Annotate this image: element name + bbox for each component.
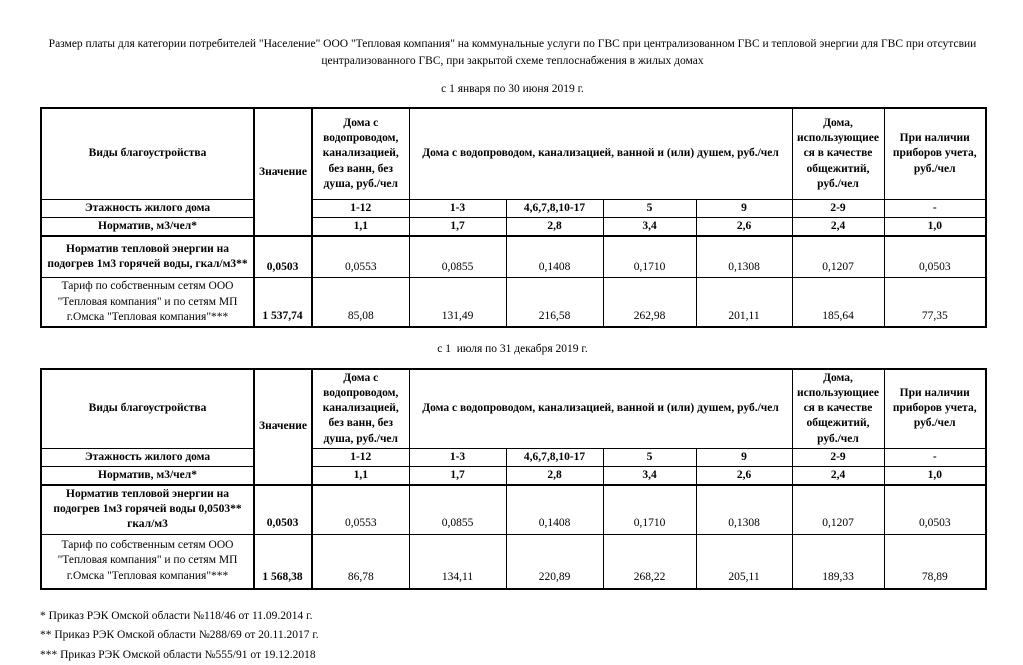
heat-norm-value: 0,1408: [506, 236, 603, 278]
norm-value: 2,4: [792, 218, 884, 237]
tariff-table-jul-dec: [40, 368, 987, 590]
norm-value: 2,4: [792, 466, 884, 485]
heat-norm-value: 0,0503: [884, 485, 986, 534]
floors-value: -: [884, 448, 986, 466]
norm-value: 2,8: [506, 466, 603, 485]
norm-value: 1,7: [409, 466, 506, 485]
tariff-label: Тариф по собственным сетям ООО "Тепловая компания" и по сетям МП г.Омска "Тепловая компания"***: [41, 534, 254, 589]
heat-norm-value: 0,0553: [312, 236, 409, 278]
header-amenity-types: Виды благоустройства: [41, 108, 254, 200]
heat-norm-value: 0,1207: [792, 485, 884, 534]
floors-value: 4,6,7,8,10-17: [506, 448, 603, 466]
heat-norm-value: 0,0503: [884, 236, 986, 278]
floors-value: 1-3: [409, 448, 506, 466]
tariff-value: 86,78: [312, 534, 409, 589]
norm-label: Норматив, м3/чел*: [41, 218, 254, 237]
header-meter: При наличии приборов учета, руб./чел: [884, 369, 986, 448]
floors-value: -: [884, 200, 986, 218]
document-title: [40, 36, 985, 70]
footnotes: [40, 607, 985, 665]
tariff-table-jan-jun: [40, 107, 987, 328]
footnote-2: ** Приказ РЭК Омской области №288/69 от 20.11.2017 г.: [40, 629, 319, 642]
norm-value: 3,4: [603, 218, 696, 237]
tariff-value: 268,22: [603, 534, 696, 589]
tariff-value: 131,49: [409, 278, 506, 327]
heat-norm-value: 0,1710: [603, 236, 696, 278]
norm-value: 1,0: [884, 466, 986, 485]
tariff-value: 189,33: [792, 534, 884, 589]
floors-value: 1-12: [312, 200, 409, 218]
heat-norm-label: Норматив тепловой энергии на подогрев 1м3 горячей воды 0,0503** гкал/м3: [41, 485, 254, 534]
floors-value: 1-12: [312, 448, 409, 466]
header-no-bath: Дома с водопроводом, канализацией, без ванн, без душа, руб./чел: [312, 369, 409, 448]
period-caption-1: с 1 января по 30 июня 2019 г.: [441, 83, 584, 95]
footnote-3: *** Приказ РЭК Омской области №555/91 от 19.12.2018: [40, 648, 316, 661]
heat-norm-label: Норматив тепловой энергии на подогрев 1м3 горячей воды, гкал/м3**: [41, 236, 254, 278]
floors-value: 9: [696, 448, 792, 466]
tariff-value: 77,35: [884, 278, 986, 327]
tariff-value: 134,11: [409, 534, 506, 589]
floors-value: 1-3: [409, 200, 506, 218]
floors-label: Этажность жилого дома: [41, 448, 254, 466]
floors-value: 5: [603, 448, 696, 466]
tariff-base-value: 1 568,38: [254, 534, 312, 589]
heat-norm-value: 0,1408: [506, 485, 603, 534]
heat-norm-value: 0,0553: [312, 485, 409, 534]
tariff-value: 78,89: [884, 534, 986, 589]
norm-value: 3,4: [603, 466, 696, 485]
norm-value: 1,0: [884, 218, 986, 237]
tariff-value: 185,64: [792, 278, 884, 327]
norm-label: Норматив, м3/чел*: [41, 466, 254, 485]
tariff-value: 201,11: [696, 278, 792, 327]
heat-norm-base-value: 0,0503: [254, 236, 312, 278]
heat-norm-base-value: 0,0503: [254, 485, 312, 534]
header-meter: При наличии приборов учета, руб./чел: [884, 108, 986, 200]
norm-value: 2,6: [696, 466, 792, 485]
norm-value: 1,7: [409, 218, 506, 237]
heat-norm-value: 0,1710: [603, 485, 696, 534]
tariff-value: 262,98: [603, 278, 696, 327]
footnote-1: * Приказ РЭК Омской области №118/46 от 11.09.2014 г.: [40, 609, 313, 622]
document-title-line-1: Размер платы для категории потребителей "Население" ООО "Тепловая компания" на коммунальные услуги по ГВС при централизованном ГВС и тепловой энергии для ГВС при отсутсвии: [48, 38, 977, 50]
tariff-base-value: 1 537,74: [254, 278, 312, 327]
floors-value: 4,6,7,8,10-17: [506, 200, 603, 218]
header-dormitory: Дома, использующиееся в качестве общежитий, руб./чел: [792, 369, 884, 448]
tariff-value: 85,08: [312, 278, 409, 327]
tariff-value: 205,11: [696, 534, 792, 589]
header-amenity-types: Виды благоустройства: [41, 369, 254, 448]
norm-value: 2,6: [696, 218, 792, 237]
tariff-value: 216,58: [506, 278, 603, 327]
header-bath-shower-group: Дома с водопроводом, канализацией, ванной и (или) душем, руб./чел: [409, 369, 792, 448]
header-value: Значение: [254, 369, 312, 485]
header-dormitory: Дома, использующиееся в качестве общежитий, руб./чел: [792, 108, 884, 200]
header-bath-shower-group: Дома с водопроводом, канализацией, ванной и (или) душем, руб./чел: [409, 108, 792, 200]
floors-label: Этажность жилого дома: [41, 200, 254, 218]
document-title-line-2: централизованного ГВС, при закрытой схеме теплоснабжения в жилых домах: [321, 55, 704, 67]
floors-value: 2-9: [792, 200, 884, 218]
floors-value: 5: [603, 200, 696, 218]
norm-value: 1,1: [312, 218, 409, 237]
tariff-label: Тариф по собственным сетям ООО "Тепловая компания" и по сетям МП г.Омска "Тепловая компания"***: [41, 278, 254, 327]
tariff-value: 220,89: [506, 534, 603, 589]
floors-value: 2-9: [792, 448, 884, 466]
norm-value: 2,8: [506, 218, 603, 237]
header-no-bath: Дома с водопроводом, канализацией, без ванн, без душа, руб./чел: [312, 108, 409, 200]
floors-value: 9: [696, 200, 792, 218]
norm-value: 1,1: [312, 466, 409, 485]
period-caption-2: с 1 июля по 31 декабря 2019 г.: [437, 342, 588, 355]
heat-norm-value: 0,0855: [409, 236, 506, 278]
header-value: Значение: [254, 108, 312, 236]
heat-norm-value: 0,1308: [696, 236, 792, 278]
heat-norm-value: 0,1308: [696, 485, 792, 534]
heat-norm-value: 0,0855: [409, 485, 506, 534]
heat-norm-value: 0,1207: [792, 236, 884, 278]
